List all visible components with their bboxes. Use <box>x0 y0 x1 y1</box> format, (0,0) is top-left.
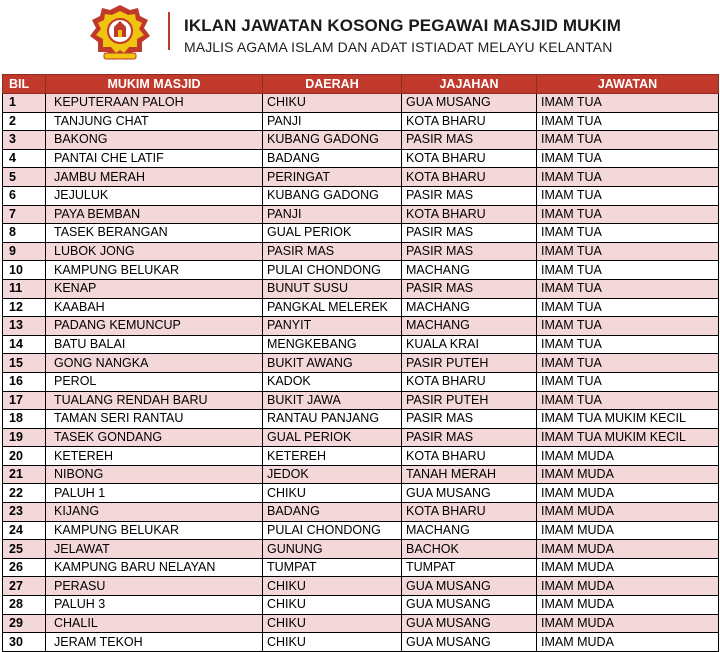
cell-mukim-masjid: CHALIL <box>46 614 263 633</box>
cell-jawatan: IMAM TUA <box>537 224 719 243</box>
cell-bil: 13 <box>3 317 46 336</box>
table-row <box>3 261 719 280</box>
table-row <box>3 317 719 336</box>
cell-bil: 21 <box>3 465 46 484</box>
cell-bil: 28 <box>3 596 46 615</box>
cell-mukim-masjid: BAKONG <box>46 131 263 150</box>
cell-jawatan: IMAM TUA <box>537 335 719 354</box>
cell-bil: 29 <box>3 614 46 633</box>
cell-jawatan: IMAM TUA <box>537 168 719 187</box>
cell-jajahan: KOTA BHARU <box>402 149 537 168</box>
cell-jajahan: KOTA BHARU <box>402 205 537 224</box>
column-header-bil: BIL <box>3 75 46 94</box>
cell-mukim-masjid: KETEREH <box>46 447 263 466</box>
cell-bil: 3 <box>3 131 46 150</box>
cell-mukim-masjid: PALUH 1 <box>46 484 263 503</box>
header-row <box>3 75 719 94</box>
cell-mukim-masjid: KIJANG <box>46 503 263 522</box>
cell-daerah: MENGKEBANG <box>263 335 402 354</box>
cell-daerah: CHIKU <box>263 94 402 113</box>
cell-daerah: KUBANG GADONG <box>263 186 402 205</box>
cell-mukim-masjid: PERASU <box>46 577 263 596</box>
cell-jajahan: GUA MUSANG <box>402 577 537 596</box>
table-row <box>3 112 719 131</box>
cell-daerah: CHIKU <box>263 614 402 633</box>
cell-jajahan: MACHANG <box>402 521 537 540</box>
cell-bil: 7 <box>3 205 46 224</box>
cell-bil: 6 <box>3 186 46 205</box>
cell-jawatan: IMAM TUA <box>537 149 719 168</box>
table-row <box>3 94 719 113</box>
cell-mukim-masjid: JERAM TEKOH <box>46 633 263 652</box>
table-row <box>3 521 719 540</box>
cell-jajahan: PASIR MAS <box>402 224 537 243</box>
table-row <box>3 372 719 391</box>
cell-jawatan: IMAM TUA <box>537 372 719 391</box>
vacancy-table <box>2 74 719 652</box>
cell-daerah: KETEREH <box>263 447 402 466</box>
cell-daerah: KUBANG GADONG <box>263 131 402 150</box>
cell-bil: 19 <box>3 428 46 447</box>
cell-bil: 30 <box>3 633 46 652</box>
cell-jawatan: IMAM TUA <box>537 391 719 410</box>
cell-mukim-masjid: TUALANG RENDAH BARU <box>46 391 263 410</box>
cell-jajahan: BACHOK <box>402 540 537 559</box>
cell-daerah: BUNUT SUSU <box>263 279 402 298</box>
cell-bil: 1 <box>3 94 46 113</box>
cell-jajahan: GUA MUSANG <box>402 614 537 633</box>
cell-mukim-masjid: KAABAH <box>46 298 263 317</box>
document-subtitle: MAJLIS AGAMA ISLAM DAN ADAT ISTIADAT MELAYU KELANTAN <box>184 39 613 55</box>
cell-daerah: PANJI <box>263 205 402 224</box>
cell-jajahan: PASIR MAS <box>402 131 537 150</box>
table-row <box>3 503 719 522</box>
table-row <box>3 633 719 652</box>
cell-daerah: CHIKU <box>263 596 402 615</box>
cell-daerah: BUKIT AWANG <box>263 354 402 373</box>
cell-jajahan: KOTA BHARU <box>402 447 537 466</box>
cell-jawatan: IMAM MUDA <box>537 521 719 540</box>
cell-daerah: BADANG <box>263 503 402 522</box>
cell-jajahan: GUA MUSANG <box>402 633 537 652</box>
cell-mukim-masjid: LUBOK JONG <box>46 242 263 261</box>
cell-mukim-masjid: JAMBU MERAH <box>46 168 263 187</box>
cell-jajahan: PASIR MAS <box>402 186 537 205</box>
cell-mukim-masjid: NIBONG <box>46 465 263 484</box>
cell-bil: 27 <box>3 577 46 596</box>
table-row <box>3 428 719 447</box>
table-row <box>3 186 719 205</box>
cell-daerah: BUKIT JAWA <box>263 391 402 410</box>
table-row <box>3 242 719 261</box>
document-title: IKLAN JAWATAN KOSONG PEGAWAI MASJID MUKIM <box>184 16 621 35</box>
cell-jajahan: PASIR MAS <box>402 410 537 429</box>
cell-jajahan: KUALA KRAI <box>402 335 537 354</box>
cell-jajahan: MACHANG <box>402 261 537 280</box>
cell-mukim-masjid: KENAP <box>46 279 263 298</box>
cell-jawatan: IMAM MUDA <box>537 558 719 577</box>
cell-jawatan: IMAM TUA <box>537 242 719 261</box>
cell-jawatan: IMAM MUDA <box>537 633 719 652</box>
cell-jajahan: KOTA BHARU <box>402 503 537 522</box>
cell-jawatan: IMAM MUDA <box>537 577 719 596</box>
cell-mukim-masjid: PADANG KEMUNCUP <box>46 317 263 336</box>
cell-daerah: BADANG <box>263 149 402 168</box>
cell-bil: 12 <box>3 298 46 317</box>
cell-jajahan: PASIR MAS <box>402 279 537 298</box>
cell-mukim-masjid: BATU BALAI <box>46 335 263 354</box>
cell-daerah: CHIKU <box>263 484 402 503</box>
cell-bil: 8 <box>3 224 46 243</box>
cell-jawatan: IMAM TUA <box>537 131 719 150</box>
cell-mukim-masjid: TASEK BERANGAN <box>46 224 263 243</box>
cell-jawatan: IMAM MUDA <box>537 614 719 633</box>
table-header <box>3 75 719 94</box>
cell-daerah: PANJI <box>263 112 402 131</box>
cell-bil: 17 <box>3 391 46 410</box>
cell-jajahan: TANAH MERAH <box>402 465 537 484</box>
cell-jajahan: PASIR MAS <box>402 428 537 447</box>
table-row <box>3 298 719 317</box>
cell-jawatan: IMAM MUDA <box>537 540 719 559</box>
cell-jajahan: MACHANG <box>402 317 537 336</box>
cell-bil: 26 <box>3 558 46 577</box>
cell-jawatan: IMAM TUA <box>537 279 719 298</box>
table-body <box>3 94 719 652</box>
cell-jajahan: PASIR MAS <box>402 242 537 261</box>
cell-daerah: GUNUNG <box>263 540 402 559</box>
cell-jawatan: IMAM TUA MUKIM KECIL <box>537 428 719 447</box>
cell-bil: 15 <box>3 354 46 373</box>
cell-bil: 2 <box>3 112 46 131</box>
cell-bil: 14 <box>3 335 46 354</box>
column-header-mukim-masjid: MUKIM MASJID <box>46 75 263 94</box>
cell-daerah: CHIKU <box>263 633 402 652</box>
table-row <box>3 540 719 559</box>
cell-mukim-masjid: PANTAI CHE LATIF <box>46 149 263 168</box>
cell-jawatan: IMAM MUDA <box>537 596 719 615</box>
cell-daerah: PERINGAT <box>263 168 402 187</box>
table-row <box>3 335 719 354</box>
cell-daerah: PANGKAL MELEREK <box>263 298 402 317</box>
cell-bil: 20 <box>3 447 46 466</box>
cell-bil: 24 <box>3 521 46 540</box>
cell-bil: 25 <box>3 540 46 559</box>
cell-jajahan: KOTA BHARU <box>402 112 537 131</box>
cell-daerah: PULAI CHONDONG <box>263 521 402 540</box>
cell-bil: 11 <box>3 279 46 298</box>
cell-daerah: RANTAU PANJANG <box>263 410 402 429</box>
table-row <box>3 484 719 503</box>
table-row <box>3 614 719 633</box>
cell-bil: 22 <box>3 484 46 503</box>
table-row <box>3 354 719 373</box>
cell-mukim-masjid: PALUH 3 <box>46 596 263 615</box>
cell-daerah: GUAL PERIOK <box>263 224 402 243</box>
header-divider <box>168 12 170 50</box>
table-row <box>3 596 719 615</box>
table-row <box>3 447 719 466</box>
cell-bil: 4 <box>3 149 46 168</box>
table-row <box>3 205 719 224</box>
document-header <box>0 0 720 66</box>
cell-mukim-masjid: KAMPUNG BARU NELAYAN <box>46 558 263 577</box>
cell-jawatan: IMAM TUA <box>537 186 719 205</box>
cell-jawatan: IMAM MUDA <box>537 465 719 484</box>
cell-jawatan: IMAM TUA <box>537 298 719 317</box>
table-row <box>3 149 719 168</box>
cell-mukim-masjid: JELAWAT <box>46 540 263 559</box>
cell-bil: 18 <box>3 410 46 429</box>
cell-bil: 9 <box>3 242 46 261</box>
cell-jajahan: MACHANG <box>402 298 537 317</box>
cell-daerah: JEDOK <box>263 465 402 484</box>
cell-bil: 16 <box>3 372 46 391</box>
cell-jawatan: IMAM TUA <box>537 112 719 131</box>
cell-bil: 10 <box>3 261 46 280</box>
cell-daerah: PASIR MAS <box>263 242 402 261</box>
cell-mukim-masjid: TASEK GONDANG <box>46 428 263 447</box>
cell-bil: 23 <box>3 503 46 522</box>
table-row <box>3 168 719 187</box>
cell-mukim-masjid: KAMPUNG BELUKAR <box>46 261 263 280</box>
cell-jajahan: GUA MUSANG <box>402 596 537 615</box>
cell-jawatan: IMAM TUA <box>537 354 719 373</box>
table-row <box>3 391 719 410</box>
cell-jawatan: IMAM MUDA <box>537 484 719 503</box>
table-row <box>3 279 719 298</box>
table-row <box>3 224 719 243</box>
cell-daerah: PULAI CHONDONG <box>263 261 402 280</box>
cell-mukim-masjid: GONG NANGKA <box>46 354 263 373</box>
cell-mukim-masjid: KEPUTERAAN PALOH <box>46 94 263 113</box>
cell-mukim-masjid: KAMPUNG BELUKAR <box>46 521 263 540</box>
cell-jawatan: IMAM MUDA <box>537 447 719 466</box>
cell-jawatan: IMAM TUA <box>537 317 719 336</box>
cell-jajahan: GUA MUSANG <box>402 94 537 113</box>
maik-crest-logo <box>78 2 162 64</box>
table-row <box>3 558 719 577</box>
cell-mukim-masjid: TANJUNG CHAT <box>46 112 263 131</box>
cell-daerah: CHIKU <box>263 577 402 596</box>
cell-mukim-masjid: TAMAN SERI RANTAU <box>46 410 263 429</box>
cell-mukim-masjid: JEJULUK <box>46 186 263 205</box>
cell-jawatan: IMAM MUDA <box>537 503 719 522</box>
cell-jajahan: TUMPAT <box>402 558 537 577</box>
cell-jajahan: KOTA BHARU <box>402 372 537 391</box>
table-row <box>3 465 719 484</box>
cell-jawatan: IMAM TUA <box>537 261 719 280</box>
cell-jawatan: IMAM TUA MUKIM KECIL <box>537 410 719 429</box>
cell-jajahan: GUA MUSANG <box>402 484 537 503</box>
cell-bil: 5 <box>3 168 46 187</box>
cell-mukim-masjid: PEROL <box>46 372 263 391</box>
cell-daerah: KADOK <box>263 372 402 391</box>
cell-jajahan: PASIR PUTEH <box>402 391 537 410</box>
column-header-jawatan: JAWATAN <box>537 75 719 94</box>
table-row <box>3 410 719 429</box>
column-header-daerah: DAERAH <box>263 75 402 94</box>
cell-mukim-masjid: PAYA BEMBAN <box>46 205 263 224</box>
column-header-jajahan: JAJAHAN <box>402 75 537 94</box>
table-row <box>3 577 719 596</box>
cell-jajahan: KOTA BHARU <box>402 168 537 187</box>
cell-jawatan: IMAM TUA <box>537 205 719 224</box>
cell-daerah: GUAL PERIOK <box>263 428 402 447</box>
cell-daerah: TUMPAT <box>263 558 402 577</box>
cell-daerah: PANYIT <box>263 317 402 336</box>
cell-jawatan: IMAM TUA <box>537 94 719 113</box>
cell-jajahan: PASIR PUTEH <box>402 354 537 373</box>
table-row <box>3 131 719 150</box>
